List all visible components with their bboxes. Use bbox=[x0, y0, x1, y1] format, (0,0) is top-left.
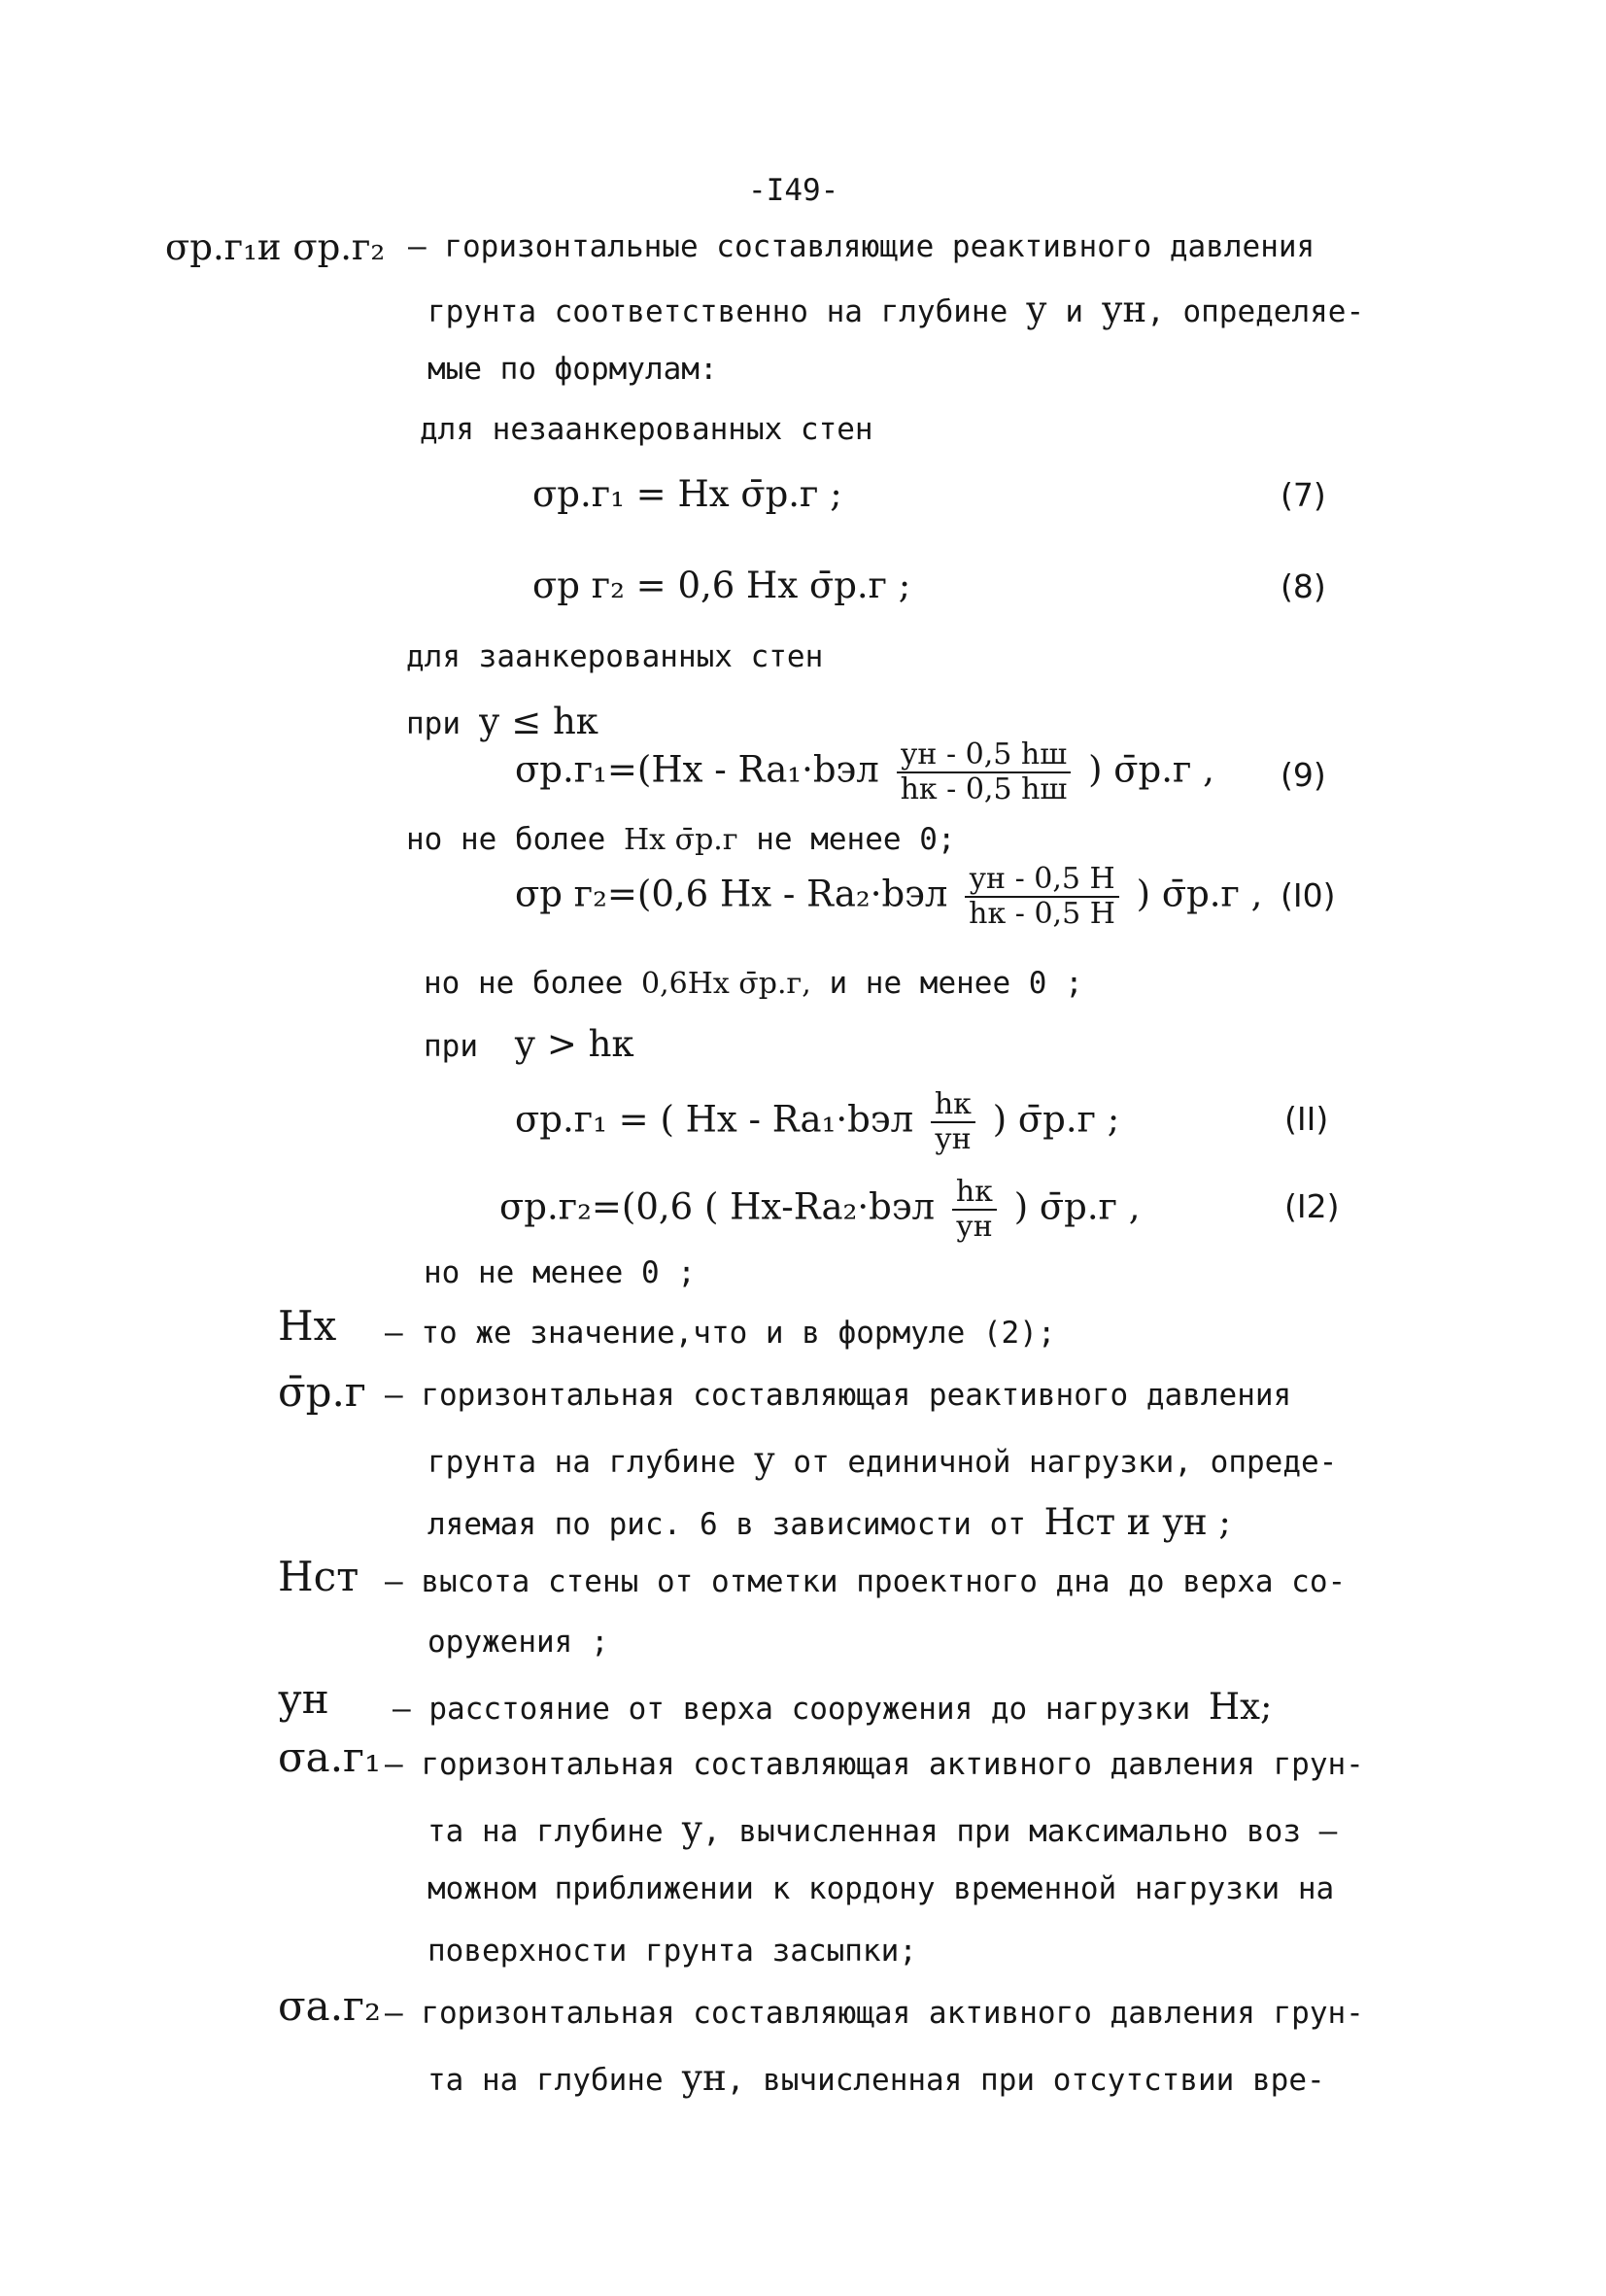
equation-11: σр.г₁ = ( Hх - Ra₁·bэл $\frac{hк}{ун}$ ) σ̄р.г ; bbox=[515, 1087, 1120, 1156]
text-line: ляемая по рис. 6 в зависимости от Hст и ун ; bbox=[427, 1501, 1231, 1543]
text-line: грунта соответственно на глубине у и ун, определяе- bbox=[427, 289, 1365, 330]
symbol-hx: Hх bbox=[278, 1302, 337, 1350]
equation-7: σр.г₁ = Hх σ̄р.г ; bbox=[532, 473, 842, 515]
equation-9: σр.г₁=(Hх - Ra₁·bэл $\frac{ун - 0,5 hш}{hк - 0,5 hш}$ ) σ̄р.г , bbox=[515, 737, 1214, 806]
symbol-sigma-ag2: σа.г₂ bbox=[278, 1982, 381, 2030]
equation-number: (7) bbox=[1281, 476, 1326, 514]
text-line: оружения ; bbox=[427, 1625, 609, 1660]
fraction: $\frac{hк}{ун}$ bbox=[931, 1088, 975, 1156]
definition-text: – горизонтальная составляющая активного давления грун- bbox=[385, 1996, 1364, 2031]
symbol-sigma-pr: σр.г₁и σр.г₂ bbox=[165, 226, 386, 268]
text-line: та на глубине ун, вычисленная при отсутствии вре- bbox=[427, 2057, 1325, 2099]
definition-text: – расстояние от верха сооружения до нагрузки Hх; bbox=[393, 1686, 1273, 1728]
text-line: та на глубине у, вычисленная при максимально воз – bbox=[427, 1808, 1338, 1850]
text-line: грунта на глубине у от единичной нагрузки, опреде- bbox=[427, 1439, 1338, 1481]
text-line: мые по формулам: bbox=[427, 352, 718, 387]
equation-number: (9) bbox=[1281, 756, 1326, 794]
symbol-sigma-ag1: σа.г₁ bbox=[278, 1733, 381, 1781]
equation-number: (I2) bbox=[1284, 1187, 1340, 1225]
definition-text: – то же значение,что и в формуле (2); bbox=[385, 1316, 1056, 1351]
equation-10: σр г₂=(0,6 Hх - Ra₂·bэл $\frac{ун - 0,5 H}{hк - 0,5 H}$ ) σ̄р.г , bbox=[515, 862, 1263, 931]
equation-number: (II) bbox=[1284, 1100, 1329, 1138]
equation-number: (I0) bbox=[1281, 876, 1336, 914]
equation-8: σр г₂ = 0,6 Hх σ̄р.г ; bbox=[532, 565, 911, 606]
symbol-yn: ун bbox=[278, 1675, 329, 1723]
text-line: но не более Hх σ̄р.г не менее 0; bbox=[406, 822, 956, 857]
symbol-hst: Hст bbox=[278, 1553, 359, 1600]
text-line: при у ≤ hк bbox=[406, 701, 598, 742]
fraction: $\frac{hк}{ун}$ bbox=[952, 1176, 997, 1244]
fraction: $\frac{ун - 0,5 H}{hк - 0,5 H}$ bbox=[965, 863, 1119, 931]
page-number: -I49- bbox=[748, 173, 839, 208]
text-line: для заанкерованных стен bbox=[406, 639, 824, 674]
definition-text: – горизонтальная составляющая активного давления грун- bbox=[385, 1747, 1364, 1782]
text-line: поверхности грунта засыпки; bbox=[427, 1934, 917, 1969]
text-line: при у > hк bbox=[424, 1023, 634, 1065]
symbol-sigma-bar: σ̄р.г bbox=[278, 1368, 366, 1416]
fraction: $\frac{ун - 0,5 hш}{hк - 0,5 hш}$ bbox=[897, 738, 1072, 806]
definition-text: – горизонтальные составляющие реактивного давления bbox=[408, 229, 1316, 264]
text-line: можном приближении к кордону временной нагрузки на bbox=[427, 1871, 1335, 1906]
text-line: но не более 0,6Hх σ̄р.г, и не менее 0 ; bbox=[424, 966, 1083, 1001]
text-line: для незаанкерованных стен bbox=[420, 412, 873, 447]
equation-12: σр.г₂=(0,6 ( Hх-Ra₂·bэл $\frac{hк}{ун}$ ) σ̄р.г , bbox=[499, 1175, 1141, 1244]
text-line: но не менее 0 ; bbox=[424, 1255, 696, 1290]
equation-number: (8) bbox=[1281, 567, 1326, 605]
definition-text: – горизонтальная составляющая реактивного давления bbox=[385, 1378, 1292, 1413]
definition-text: – высота стены от отметки проектного дна до верха со- bbox=[385, 1564, 1347, 1599]
